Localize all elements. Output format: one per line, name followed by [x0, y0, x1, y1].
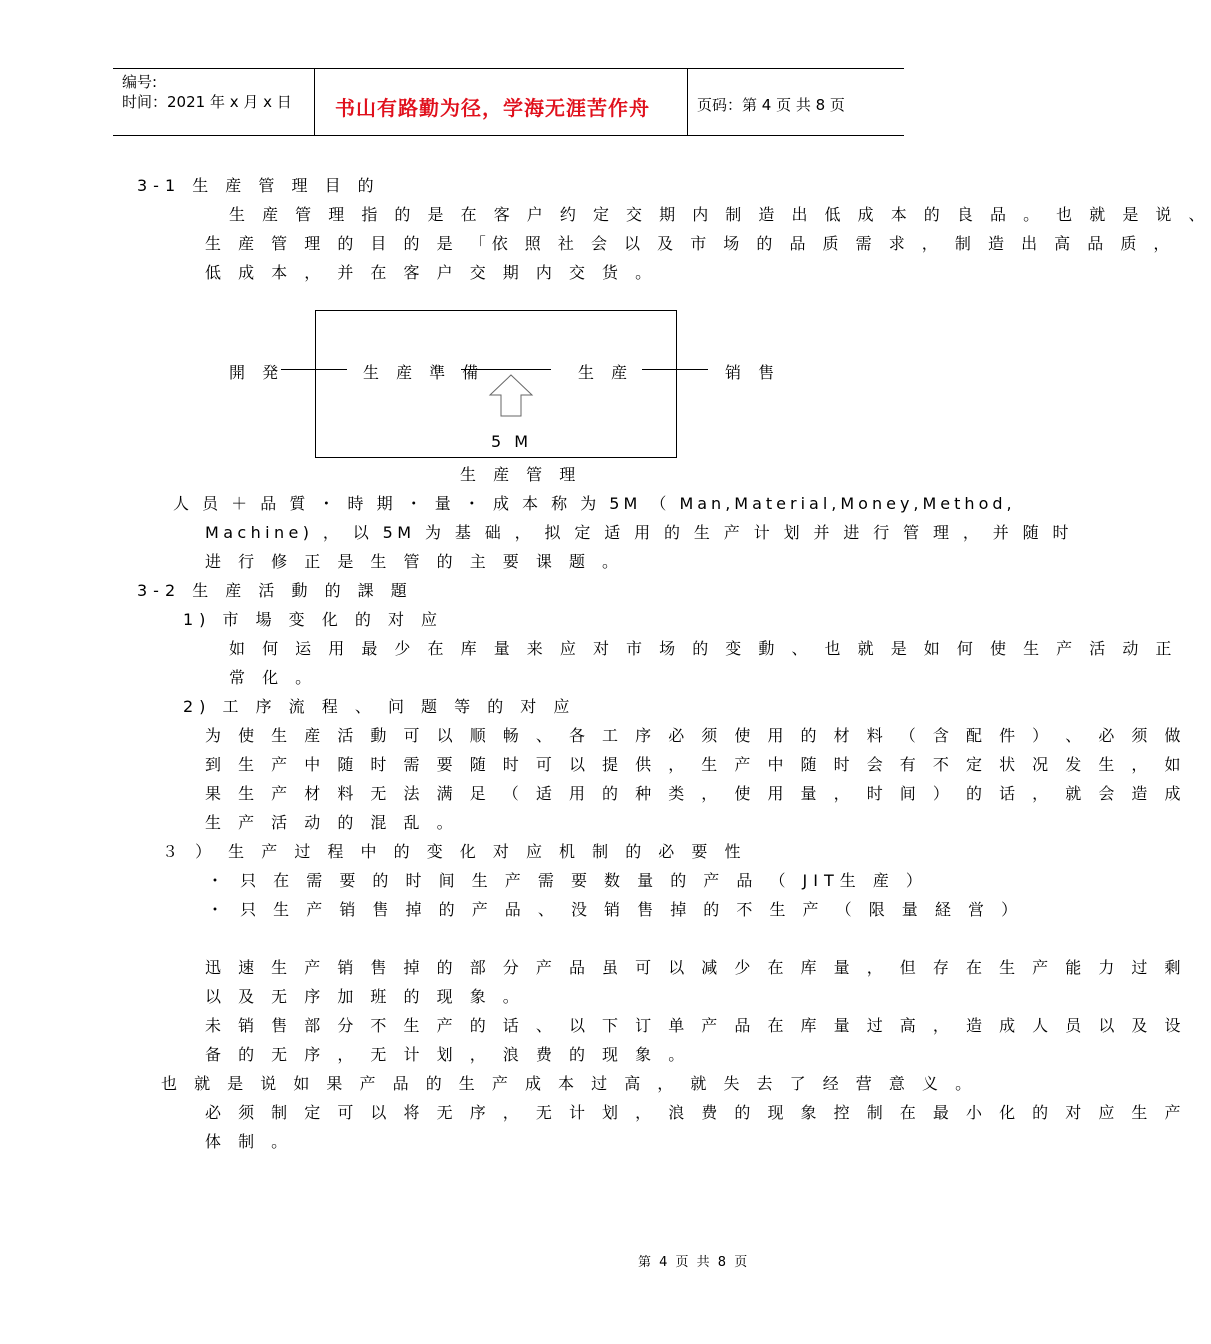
item-title: 2) 工 序 流 程 、 问 题 等 的 对 应	[183, 697, 576, 716]
header-bottom-rule	[113, 135, 904, 136]
paragraph-line: 如 何 运 用 最 少 在 库 量 来 应 对 市 场 的 变 動 、 也 就 是 如 何 使 生 产 活 动 正	[229, 639, 1178, 658]
paragraph-line: 体 制 。	[205, 1132, 294, 1151]
paragraph-line: 低 成 本 ， 并 在 客 户 交 期 内 交 货 。	[205, 263, 658, 282]
up-arrow-icon	[488, 373, 534, 418]
serial-label: 编号:	[122, 73, 158, 91]
paragraph-line: 迅 速 生 产 销 售 掉 的 部 分 产 品 虽 可 以 减 少 在 库 量 ， 但 存 在 生 产 能 力 过 剩	[205, 958, 1187, 977]
connector-line	[642, 369, 708, 370]
header-divider-right	[687, 68, 688, 135]
paragraph-line: 为 使 生 産 活 動 可 以 顺 畅 、 各 工 序 必 须 使 用 的 材 料 （ 含 配 件 ） 、 必 须 做	[205, 726, 1187, 745]
section-heading: 3-2 生 産 活 動 的 課 題	[137, 581, 413, 600]
label-production-prep: 生 産 準 備	[363, 363, 485, 382]
page-footer: 第 4 页 共 8 页	[638, 1255, 750, 1270]
connector-line	[281, 369, 347, 370]
diagram-caption: 生 産 管 理	[460, 465, 582, 484]
label-production: 生 産	[578, 363, 634, 382]
label-sales: 销 售	[725, 363, 781, 382]
item-title: 1) 市 場 变 化 的 对 应	[183, 610, 444, 629]
paragraph-line: 以 及 无 序 加 班 的 现 象 。	[205, 987, 525, 1006]
item-title: ３ ） 生 产 过 程 中 的 变 化 对 应 机 制 的 必 要 性	[162, 842, 747, 861]
paragraph-line: 生 产 活 动 的 混 乱 。	[205, 813, 459, 832]
page-label: 页码：第 4 页 共 8 页	[697, 96, 845, 114]
paragraph-line: 到 生 产 中 随 时 需 要 随 时 可 以 提 供 ， 生 产 中 随 时 会 有 不 定 状 况 发 生 ， 如	[205, 755, 1187, 774]
paragraph-line: 也 就 是 说 如 果 产 品 的 生 产 成 本 过 高 ， 就 失 去 了 经 营 意 义 。	[161, 1074, 978, 1093]
section-heading: 3-1 生 産 管 理 目 的	[137, 176, 380, 195]
header-motto: 书山有路勤为径，学海无涯苦作舟	[335, 96, 650, 120]
label-kaihatsu: 開 発	[229, 363, 285, 382]
paragraph-line: 常 化 。	[229, 668, 318, 687]
paragraph-line: 生 産 管 理 的 目 的 是 「依 照 社 会 以 及 市 场 的 品 质 需 求 ， 制 造 出 高 品 质 ，	[205, 234, 1176, 253]
paragraph-line: 未 销 售 部 分 不 生 产 的 话 、 以 下 订 单 产 品 在 库 量 过 高 ， 造 成 人 员 以 及 设	[205, 1016, 1187, 1035]
paragraph-line: 必 须 制 定 可 以 将 无 序 ， 无 计 划 ， 浪 费 的 现 象 控 制 在 最 小 化 的 对 应 生 产	[205, 1103, 1187, 1122]
paragraph-line: 进 行 修 正 是 生 管 的 主 要 课 题 。	[205, 552, 625, 571]
paragraph-line: Machine) ， 以 5M 为 基 础 ， 拟 定 适 用 的 生 产 计 划 并 进 行 管 理 ， 并 随 时	[205, 523, 1073, 542]
paragraph-line: 果 生 产 材 料 无 法 满 足 （ 适 用 的 种 类 ， 使 用 量 ， 时 间 ） 的 话 ， 就 会 造 成	[205, 784, 1187, 803]
paragraph-line: 人 员 ＋ 品 質 ・ 時 期 ・ 量 ・ 成 本 称 为 5M （ Man,Material,Money,Method,	[173, 494, 1016, 513]
connector-line	[461, 369, 551, 370]
header-divider-left	[314, 68, 315, 135]
label-5m: 5 M	[491, 432, 533, 451]
paragraph-line: 备 的 无 序 ， 无 计 划 ， 浪 费 的 现 象 。	[205, 1045, 691, 1064]
paragraph-line: 生 産 管 理 指 的 是 在 客 户 约 定 交 期 内 制 造 出 低 成 本 的 良 品 。 也 就 是 说 、	[229, 205, 1211, 224]
header-top-rule	[113, 68, 904, 69]
bullet-line: ・ 只 在 需 要 的 时 间 生 产 需 要 数 量 的 产 品 （ JIT生 産 ）	[207, 871, 928, 890]
bullet-line: ・ 只 生 产 销 售 掉 的 产 品 、 没 销 售 掉 的 不 生 产 （ 限 量 経 営 ）	[207, 900, 1024, 919]
time-label: 时间：2021 年 x 月 x 日	[122, 93, 292, 111]
